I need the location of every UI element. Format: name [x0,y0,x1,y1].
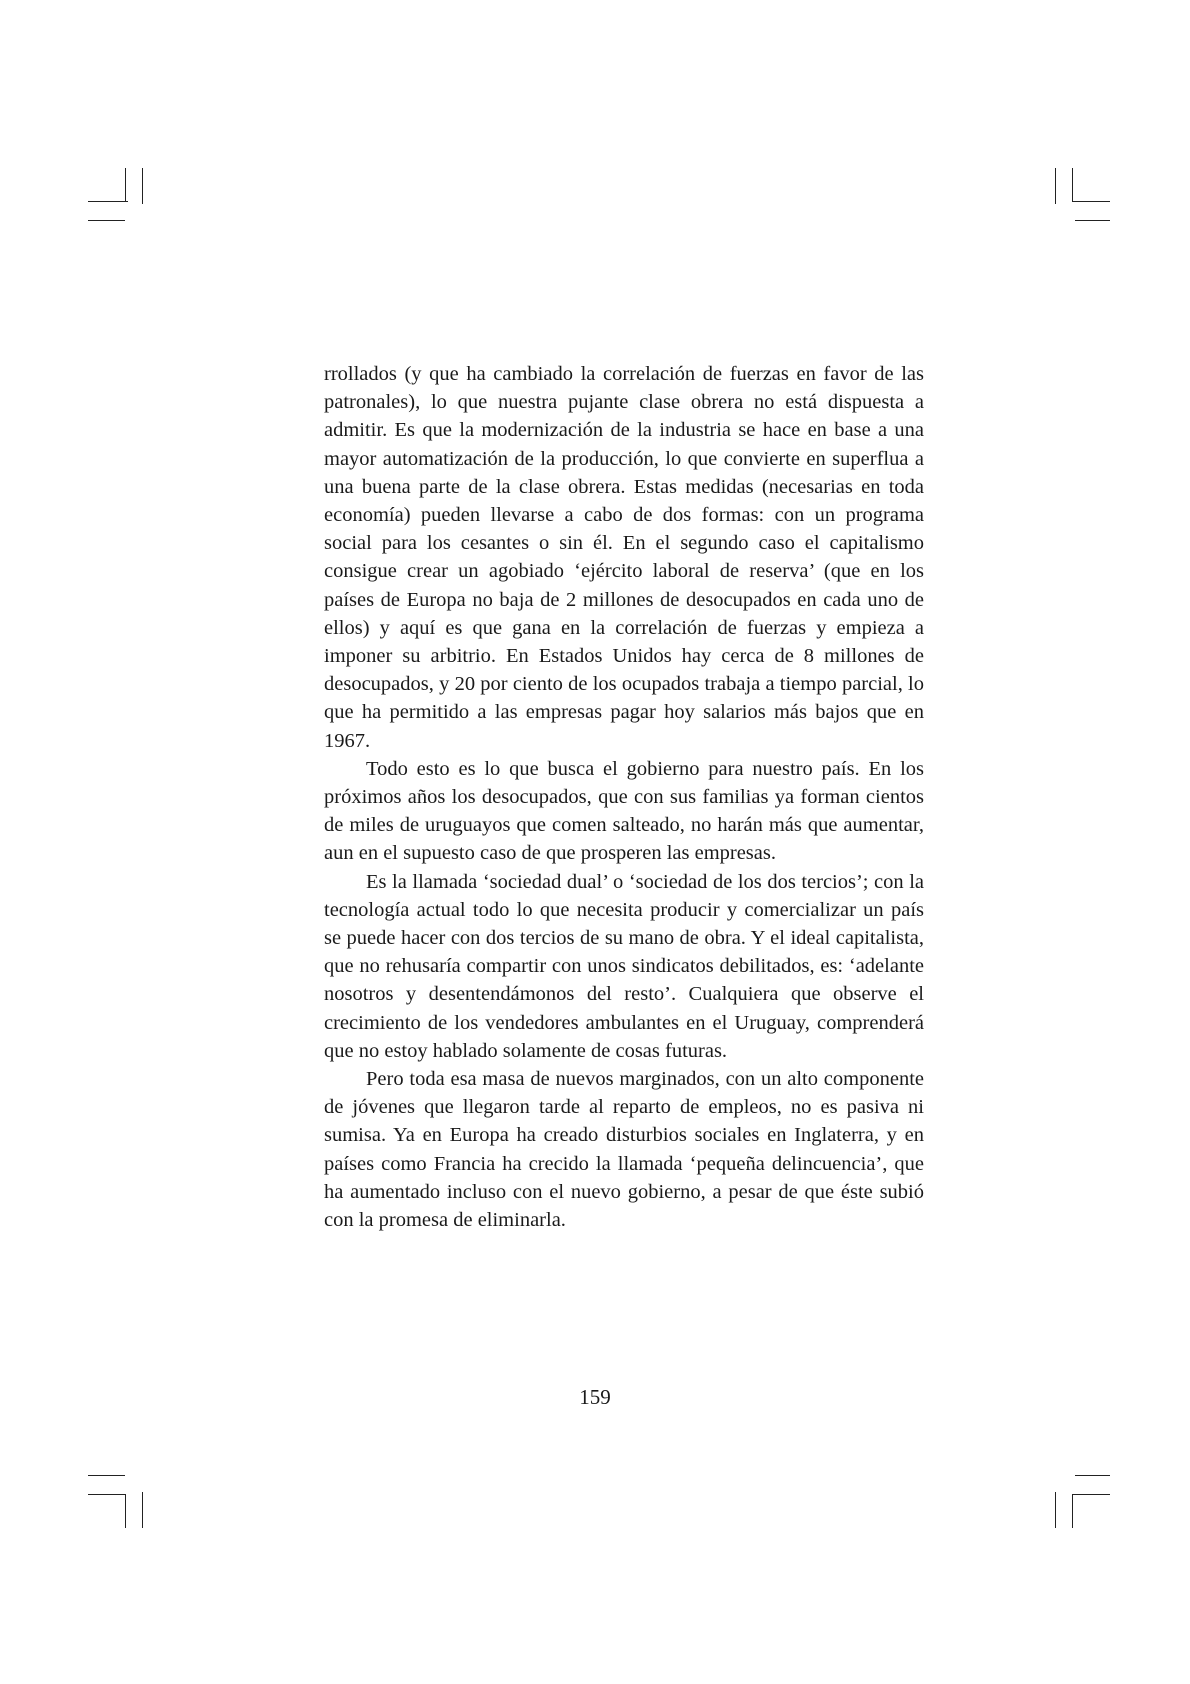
page-number: 159 [579,1385,611,1409]
crop-mark [1075,1475,1110,1476]
paragraph: Es la llamada ‘sociedad dual’ o ‘sociedad de los dos tercios’; con la tecnología actual todo lo que necesita producir y comercializar un país se puede hacer con dos tercios de su mano de obra. Y el ideal capitalista, que no rehusaría compartir con unos sindicatos debilitados, es: ‘adelante nosotros y desentendámonos del resto’. Cualquiera que observe el crecimiento de los vendedores ambulantes en el Uruguay, comprenderá que no estoy hablado solamente de cosas futuras. [324,870,924,1062]
crop-mark [142,168,143,204]
crop-mark [125,168,126,201]
crop-mark [142,1492,143,1528]
paragraph: rrollados (y que ha cambiado la correlación de fuerzas en favor de las patronales), lo que nuestra pujante clase obrera no está dispuesta a admitir. Es que la modernización de la industria se hace en base a una mayor automatización de la producción, lo que convierte en superflua a una buena parte de la clase obrera. Estas medidas (necesarias en toda economía) pueden llevarse a cabo de dos formas: con un programa social para los cesantes o sin él. En el segundo caso el capitalismo consigue crear un agobiado ‘ejército laboral de reserva’ (que en los países de Europa no baja de 2 millones de desocupados en cada uno de ellos) y aquí es que gana en la correlación de fuerzas y empieza a imponer su arbitrio. En Estados Unidos hay cerca de 8 millones de desocupados, y 20 por ciento de los ocupados trabaja a tiempo parcial, lo que ha permitido a las empresas pagar hoy salarios más bajos que en 1967. [324,363,924,752]
crop-mark [1072,168,1073,201]
crop-mark [125,1494,126,1528]
crop-mark [1072,1494,1110,1495]
paragraph: Todo esto es lo que busca el gobierno para nuestro país. En los próximos años los desocupados, que con sus familias ya forman cientos de miles de uruguayos que comen salteado, no harán más que aumentar, aun en el supuesto caso de que prosperen las empresas. [324,757,924,865]
crop-mark [88,201,128,202]
crop-mark [1055,1492,1056,1528]
crop-mark [1075,220,1110,221]
crop-mark [88,1494,126,1495]
crop-mark [88,1475,125,1476]
crop-mark [1072,1494,1073,1528]
crop-mark [1072,201,1110,202]
crop-mark [1055,168,1056,204]
body-text [324,360,924,1234]
crop-mark [88,220,125,221]
paragraph: Pero toda esa masa de nuevos marginados, con un alto componente de jóvenes que llegaron tarde al reparto de empleos, no es pasiva ni sumisa. Ya en Europa ha creado disturbios sociales en Inglaterra, y en países como Francia ha crecido la llamada ‘pequeña delincuencia’, que ha aumentado incluso con el nuevo gobierno, a pesar de que éste subió con la promesa de eliminarla. [324,1068,924,1232]
